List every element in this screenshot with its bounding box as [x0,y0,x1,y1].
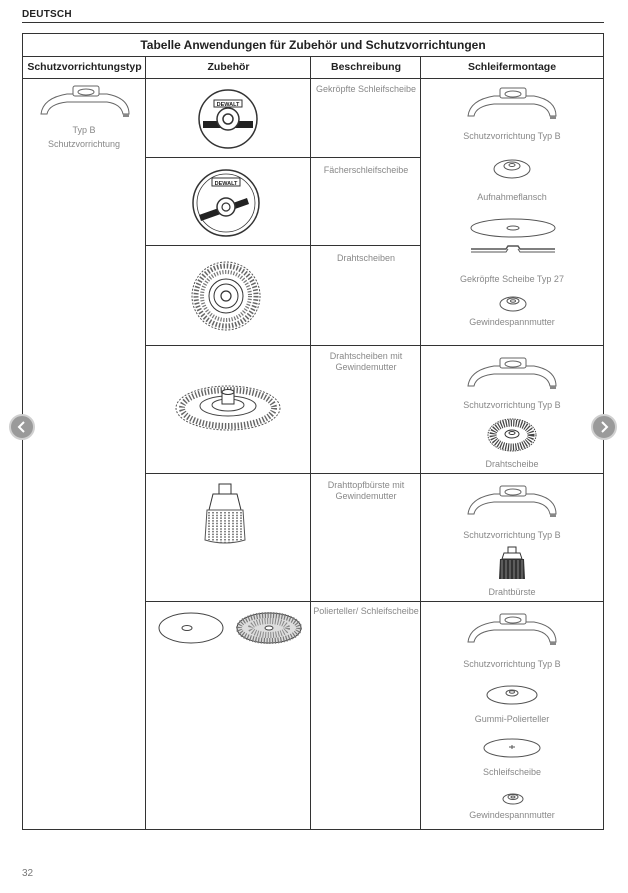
column-header-description: Beschreibung [330,61,401,73]
mounting-label: Gewindespannmutter [469,810,555,820]
sanding-disc-illustration [482,736,542,760]
mounting-label: Schleifscheibe [482,767,542,777]
next-page-button[interactable] [591,414,617,440]
description-row-1: Gekröpfte Schleifscheibe [315,84,417,94]
description-row-4: Drahtscheiben mit Gewindemutter [329,351,403,372]
threaded-clamp-nut-illustration [498,291,528,313]
mounting-label: Aufnahmeflansch [477,192,547,202]
column-divider [145,56,146,829]
row-divider [145,157,421,158]
guard-type-b-illustration [464,612,560,646]
column-header-accessory: Zubehör [207,61,250,73]
column-header-mounting: Schleifermontage [467,61,557,73]
mounting-label: Schutzvorrichtung Typ B [463,659,561,669]
table-header-row [23,56,603,79]
type-27-wheel-illustration [468,216,558,256]
threaded-wire-wheel-illustration [173,372,283,434]
language-header: DEUTSCH [22,9,604,23]
guard-type-sublabel: Schutzvorrichtung [47,139,121,149]
row-divider [145,245,421,246]
guard-type-b-illustration [464,356,560,390]
guard-type-b-illustration [464,484,560,518]
accessory-application-table [22,33,604,830]
backing-flange-illustration [492,154,532,180]
chevron-left-icon [16,421,28,433]
previous-page-button[interactable] [9,414,35,440]
mounting-label: Drahtscheibe [485,459,539,469]
mounting-label: Gekröpfte Scheibe Typ 27 [460,274,564,284]
mounting-label: Drahtbürste [488,587,536,597]
depressed-center-wheel-illustration [197,88,259,150]
description-row-5: Drahttopfbürste mit Gewindemutter [327,480,405,501]
disc-brand-label: DEWALT [214,181,238,187]
mounting-label: Schutzvorrichtung Typ B [463,530,561,540]
guard-type-label: Typ B [72,125,96,135]
wire-brush-small-illustration [497,546,527,582]
mounting-label: Gewindespannmutter [469,317,555,327]
row-divider [145,473,604,474]
mounting-label: Schutzvorrichtung Typ B [463,400,561,410]
wire-cup-brush-illustration [203,482,247,546]
description-row-2: Fächerschleifscheibe [323,165,409,175]
page-number: 32 [22,868,34,879]
mounting-label: Gummi-Polierteller [474,714,550,724]
wire-wheel-small-illustration [486,416,538,454]
guard-type-b-illustration [464,86,560,120]
guard-type-b-illustration [37,84,133,118]
rubber-backing-pad-illustration [485,682,539,706]
description-row-3: Drahtscheiben [336,253,396,263]
row-divider [145,601,604,602]
table-title: Tabelle Anwendungen für Zubehör und Schutzvorrichtungen [23,34,603,57]
column-header-guard-type: Schutzvorrichtungstyp [27,61,142,73]
wire-wheel-illustration [190,260,262,332]
description-row-6: Polierteller/ Schleifscheibe [313,606,419,616]
flap-disc-illustration [191,168,261,238]
threaded-clamp-nut-illustration [501,789,525,807]
chevron-right-icon [598,421,610,433]
disc-brand-label: DEWALT [216,102,240,108]
backing-pad-and-sanding-disc-illustration [157,608,305,648]
mounting-label: Schutzvorrichtung Typ B [463,131,561,141]
row-divider [145,345,604,346]
